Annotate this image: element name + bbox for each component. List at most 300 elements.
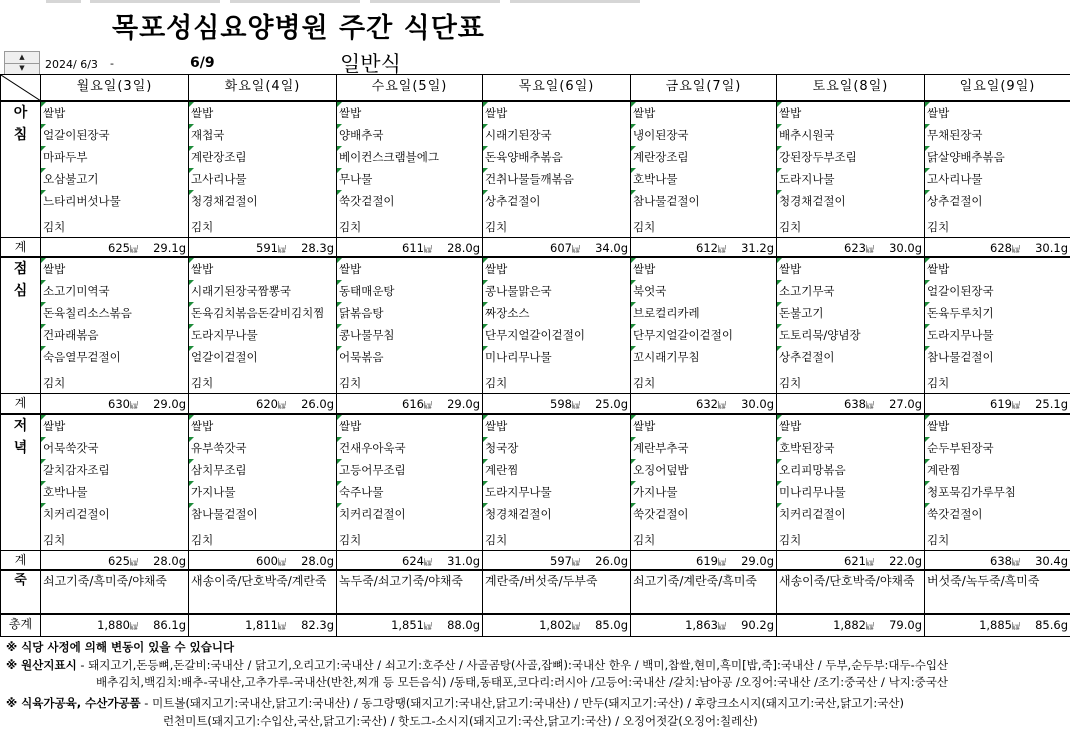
comment-marker-icon — [631, 415, 636, 420]
corner-diagonal-line — [1, 75, 41, 101]
total-protein: 88.0g — [447, 618, 480, 632]
comment-marker-icon — [925, 437, 930, 442]
comment-marker-icon — [41, 280, 46, 285]
menu-item — [777, 190, 924, 212]
menu-item — [189, 525, 336, 550]
menu-item-text: 단무지얼갈이겉절이 — [633, 328, 733, 342]
menu-item — [777, 124, 924, 146]
menu-item — [777, 302, 924, 324]
menu-item — [41, 368, 188, 393]
comment-marker-icon — [41, 481, 46, 486]
protein-value: 28.3g — [301, 240, 334, 255]
menu-item — [925, 437, 1070, 459]
menu-item — [41, 503, 188, 525]
comment-marker-icon — [483, 102, 488, 107]
comment-marker-icon — [631, 280, 636, 285]
kcal-number: 621 — [844, 553, 866, 568]
sum-cell — [631, 550, 777, 570]
porridge-cell[interactable]: 계란죽/버섯죽/두부죽 — [483, 570, 631, 614]
menu-cell[interactable] — [925, 414, 1070, 551]
menu-item — [337, 437, 482, 459]
menu-item — [631, 280, 776, 302]
day-header: 토요일(8일) — [777, 75, 925, 101]
menu-item-text: 쑥갓겉절이 — [633, 506, 689, 521]
comment-marker-icon — [777, 324, 782, 329]
comment-marker-icon — [925, 459, 930, 464]
menu-item-text: 김치 — [779, 219, 802, 234]
protein-value: 31.2g — [741, 240, 774, 255]
kcal-unit: ㎉ — [718, 557, 726, 567]
comment-marker-icon — [189, 503, 194, 508]
comment-marker-icon — [337, 280, 342, 285]
menu-item — [483, 525, 630, 550]
total-kcal — [245, 618, 286, 632]
comment-marker-icon — [483, 459, 488, 464]
menu-item-text: 청경채겉절이 — [191, 193, 258, 208]
comment-marker-icon — [631, 481, 636, 486]
menu-item-text: 쑥갓겉절이 — [339, 193, 395, 208]
menu-item — [41, 146, 188, 168]
menu-item — [337, 258, 482, 280]
menu-item-text: 갈치감자조림 — [43, 462, 110, 477]
menu-cell[interactable] — [777, 101, 925, 238]
sum-label: 계 — [1, 237, 41, 257]
menu-cell[interactable] — [483, 414, 631, 551]
comment-marker-icon — [337, 437, 342, 442]
comment-marker-icon — [41, 437, 46, 442]
menu-item — [41, 525, 188, 550]
kcal-value — [256, 554, 286, 568]
menu-item-text: 쌀밥 — [927, 262, 950, 276]
menu-item — [337, 368, 482, 393]
comment-marker-icon — [41, 168, 46, 173]
sum-cell — [925, 237, 1070, 257]
menu-item-text: 건취나물들깨볶음 — [485, 171, 574, 186]
kcal-value — [108, 554, 138, 568]
meal-label: 저 녁 — [1, 414, 41, 551]
comment-marker-icon — [483, 346, 488, 351]
menu-item-text: 쌀밥 — [485, 105, 508, 120]
menu-item-text: 김치 — [43, 376, 66, 390]
menu-type: 일반식 — [340, 52, 401, 76]
kcal-number: 638 — [990, 553, 1012, 568]
menu-cell[interactable] — [41, 414, 189, 551]
menu-cell[interactable] — [41, 257, 189, 394]
menu-item — [41, 168, 188, 190]
meal-sum-row — [1, 394, 1070, 414]
menu-item-text: 계란장조림 — [191, 149, 247, 164]
menu-item — [483, 481, 630, 503]
menu-item-text: 느타리버섯나물 — [43, 193, 121, 208]
total-protein: 85.0g — [595, 618, 628, 632]
menu-cell[interactable] — [189, 414, 337, 551]
comment-marker-icon — [189, 346, 194, 351]
menu-item-text: 쌀밥 — [779, 262, 802, 276]
porridge-cell[interactable]: 버섯죽/녹두죽/흑미죽 — [925, 570, 1070, 614]
menu-item-text: 김치 — [485, 219, 508, 234]
total-kcal-number: 1,851 — [391, 618, 424, 632]
menu-item-text: 양배추국 — [339, 127, 384, 142]
porridge-cell[interactable]: 녹두죽/쇠고기죽/야채죽 — [337, 570, 483, 614]
kcal-value — [696, 554, 726, 568]
menu-cell[interactable] — [337, 414, 483, 551]
menu-item-text: 가지나물 — [191, 484, 236, 499]
menu-item — [777, 258, 924, 280]
comment-marker-icon — [925, 415, 930, 420]
menu-item — [925, 280, 1070, 302]
menu-item-text: 김치 — [633, 219, 656, 234]
comment-marker-icon — [777, 302, 782, 307]
comment-marker-icon — [777, 280, 782, 285]
menu-item — [189, 346, 336, 368]
meal-row — [1, 414, 1070, 551]
kcal-unit: ㎉ — [424, 557, 432, 567]
total-kcal — [97, 618, 138, 632]
kcal-value — [402, 241, 432, 255]
menu-item-text: 호박된장국 — [779, 440, 835, 455]
kcal-value — [108, 397, 138, 411]
date-spinner[interactable] — [4, 51, 40, 75]
menu-item — [631, 437, 776, 459]
comment-marker-icon — [41, 503, 46, 508]
menu-item — [925, 146, 1070, 168]
comment-marker-icon — [189, 459, 194, 464]
menu-item-text: 쌀밥 — [191, 105, 214, 120]
menu-item — [483, 459, 630, 481]
menu-item-text: 쌀밥 — [339, 262, 362, 276]
date-separator: - — [110, 57, 114, 70]
kcal-number: 598 — [550, 397, 572, 411]
comment-marker-icon — [631, 102, 636, 107]
menu-item — [631, 212, 776, 237]
comment-marker-icon — [631, 168, 636, 173]
protein-value: 30.1g — [1035, 240, 1068, 255]
day-header: 일요일(9일) — [925, 75, 1070, 101]
processed-line-2: 런천미트(돼지고기:수입산,국산,닭고기:국산) / 핫도그-소시지(돼지고기:국산,닭고기:국산) / 오징어젓갈(오징어:칠레산) — [163, 714, 758, 728]
menu-item-text: 계란찜 — [927, 462, 961, 477]
total-cell — [925, 614, 1070, 636]
kcal-value — [844, 397, 874, 411]
total-cell — [777, 614, 925, 636]
kcal-number: 600 — [256, 553, 278, 568]
sum-cell — [337, 394, 483, 414]
menu-item — [483, 302, 630, 324]
comment-marker-icon — [483, 280, 488, 285]
menu-item-text: 동태매운탕 — [339, 284, 395, 298]
menu-item — [925, 525, 1070, 550]
comment-marker-icon — [631, 258, 636, 263]
menu-item-text: 쌀밥 — [43, 105, 66, 120]
kcal-unit: ㎉ — [278, 401, 286, 410]
sum-label: 계 — [1, 394, 41, 414]
meal-row — [1, 101, 1070, 238]
comment-marker-icon — [777, 124, 782, 129]
menu-item — [41, 481, 188, 503]
menu-cell[interactable] — [483, 257, 631, 394]
menu-item-text: 소고기미역국 — [43, 284, 110, 298]
comment-marker-icon — [631, 190, 636, 195]
comment-marker-icon — [925, 258, 930, 263]
menu-item-text: 호박나물 — [633, 171, 678, 186]
total-kcal — [539, 618, 580, 632]
menu-item-text: 쌀밥 — [339, 418, 362, 433]
sum-cell — [483, 394, 631, 414]
menu-cell[interactable] — [631, 414, 777, 551]
menu-item-text: 돈육양배추볶음 — [485, 149, 563, 164]
total-protein: 86.1g — [153, 618, 186, 632]
menu-item — [41, 346, 188, 368]
menu-item-text: 닭살양배추볶음 — [927, 149, 1005, 164]
total-cell — [483, 614, 631, 636]
total-label: 총계 — [1, 614, 41, 636]
menu-item — [631, 459, 776, 481]
kcal-unit: ㎉ — [424, 244, 432, 254]
spinner-up-icon[interactable]: ▲ — [5, 52, 39, 64]
menu-item-text: 돈불고기 — [779, 306, 824, 320]
menu-cell[interactable] — [631, 101, 777, 238]
menu-item-text: 상추겉절이 — [485, 193, 541, 208]
menu-item-text: 삼치무조림 — [191, 462, 247, 477]
menu-item-text: 청경채겉절이 — [485, 506, 552, 521]
menu-item — [189, 280, 336, 302]
menu-item-text: 쌀밥 — [779, 418, 802, 433]
total-kcal-number: 1,885 — [979, 618, 1012, 632]
menu-item-text: 숙주나물 — [339, 484, 384, 499]
comment-marker-icon — [777, 459, 782, 464]
comment-marker-icon — [483, 302, 488, 307]
menu-item — [337, 525, 482, 550]
total-kcal-number: 1,811 — [245, 618, 278, 632]
menu-item — [777, 346, 924, 368]
menu-item-text: 김치 — [779, 532, 802, 547]
menu-item-text: 고등어무조림 — [339, 462, 406, 477]
comment-marker-icon — [337, 346, 342, 351]
comment-marker-icon — [189, 258, 194, 263]
sum-cell — [337, 550, 483, 570]
porridge-cell[interactable]: 새송이죽/단호박죽/야채죽 — [777, 570, 925, 614]
menu-item-text: 김치 — [43, 532, 66, 547]
spinner-down-icon[interactable]: ▼ — [19, 64, 25, 72]
kcal-unit: ㎉ — [130, 401, 138, 410]
menu-item-text: 얼갈이된장국 — [43, 127, 110, 142]
total-kcal-number: 1,880 — [97, 618, 130, 632]
total-protein: 79.0g — [889, 618, 922, 632]
kcal-value — [108, 241, 138, 255]
kcal-unit: ㎉ — [572, 557, 580, 567]
kcal-value — [990, 554, 1020, 568]
comment-marker-icon — [189, 437, 194, 442]
menu-item-text: 돈육두루치기 — [927, 306, 994, 320]
total-cell — [41, 614, 189, 636]
day-header: 화요일(4일) — [189, 75, 337, 101]
menu-item-text: 김치 — [927, 219, 950, 234]
comment-marker-icon — [41, 415, 46, 420]
porridge-cell[interactable]: 쇠고기죽/계란죽/흑미죽 — [631, 570, 777, 614]
menu-item-text: 쌀밥 — [633, 418, 656, 433]
comment-marker-icon — [483, 437, 488, 442]
menu-item-text: 미나리무나물 — [779, 484, 846, 499]
menu-item-text: 건새우아욱국 — [339, 440, 406, 455]
menu-item — [337, 280, 482, 302]
menu-item — [41, 459, 188, 481]
comment-marker-icon — [189, 146, 194, 151]
comment-marker-icon — [777, 437, 782, 442]
menu-item-text: 냉이된장국 — [633, 127, 689, 142]
menu-item — [777, 437, 924, 459]
menu-item — [337, 415, 482, 437]
menu-item — [925, 415, 1070, 437]
menu-item-text: 꼬시래기무침 — [633, 350, 700, 364]
menu-item — [925, 212, 1070, 237]
page-title: 목포성심요양병원 주간 식단표 — [112, 13, 485, 44]
kcal-value — [844, 241, 874, 255]
sum-cell — [925, 394, 1070, 414]
menu-cell[interactable] — [631, 257, 777, 394]
comment-marker-icon — [337, 146, 342, 151]
menu-item — [41, 102, 188, 124]
menu-item — [483, 368, 630, 393]
menu-item — [41, 324, 188, 346]
menu-item — [41, 124, 188, 146]
menu-item-text: 쑥갓겉절이 — [927, 506, 983, 521]
menu-item-text: 쌀밥 — [485, 418, 508, 433]
menu-item — [631, 124, 776, 146]
protein-value: 34.0g — [595, 240, 628, 255]
sum-cell — [631, 394, 777, 414]
menu-cell[interactable] — [41, 101, 189, 238]
menu-item — [631, 258, 776, 280]
menu-item — [777, 212, 924, 237]
protein-value: 28.0g — [153, 553, 186, 568]
menu-cell[interactable] — [925, 257, 1070, 394]
menu-item — [41, 212, 188, 237]
menu-item — [777, 503, 924, 525]
menu-cell[interactable] — [483, 101, 631, 238]
menu-item — [483, 437, 630, 459]
comment-marker-icon — [925, 302, 930, 307]
menu-item — [925, 102, 1070, 124]
comment-marker-icon — [483, 481, 488, 486]
comment-marker-icon — [925, 190, 930, 195]
menu-item — [777, 415, 924, 437]
menu-item-text: 김치 — [485, 532, 508, 547]
comment-marker-icon — [337, 258, 342, 263]
menu-item-text: 김치 — [339, 532, 362, 547]
comment-marker-icon — [925, 280, 930, 285]
menu-item-text: 김치 — [191, 376, 214, 390]
meal-row — [1, 257, 1070, 394]
kcal-number: 628 — [990, 240, 1012, 255]
menu-item — [483, 102, 630, 124]
kcal-value — [550, 397, 580, 411]
menu-cell[interactable] — [337, 257, 483, 394]
menu-item — [631, 525, 776, 550]
menu-cell[interactable] — [925, 101, 1070, 238]
menu-cell[interactable] — [777, 414, 925, 551]
origin-line-1: - 돼지고기,돈등뼈,돈갈비:국내산 / 닭고기,오리고기:국내산 / 쇠고기:호주산 / 사골곰탕(사골,잡뼈):국내산 한우 / 백미,찹쌀,현미,흑미[밥,죽]:국내산 / 두부,순두부:대두-수입산 — [76, 658, 949, 672]
origin-line-2: 배추김치,백김치:배추-국내산,고추가루-국내산(반찬,찌개 등 모든음식) /동태,동태포,코다리:러시아 /고등어:국내산 /갈치:남아공 /오징어:국내산 /조기:중국산 / 낙지:중국산 — [96, 675, 949, 689]
menu-item — [189, 415, 336, 437]
menu-item-text: 무채된장국 — [927, 127, 983, 142]
menu-item — [925, 190, 1070, 212]
menu-item-text: 쌀밥 — [191, 262, 214, 276]
menu-item — [631, 324, 776, 346]
comment-marker-icon — [337, 124, 342, 129]
kcal-number: 612 — [696, 240, 718, 255]
menu-item — [925, 168, 1070, 190]
menu-item-text: 순두부된장국 — [927, 440, 994, 455]
menu-item-text: 얼갈이된장국 — [927, 284, 994, 298]
menu-item-text: 숙음열무겉절이 — [43, 350, 121, 364]
menu-item — [483, 503, 630, 525]
protein-value: 28.0g — [447, 240, 480, 255]
comment-marker-icon — [189, 168, 194, 173]
menu-item — [631, 368, 776, 393]
menu-item — [483, 124, 630, 146]
menu-cell[interactable] — [777, 257, 925, 394]
menu-item-text: 도토리묵/양념장 — [779, 328, 861, 342]
menu-item — [631, 168, 776, 190]
comment-marker-icon — [189, 481, 194, 486]
protein-value: 25.1g — [1035, 397, 1068, 411]
menu-cell[interactable] — [189, 257, 337, 394]
kcal-unit: ㎉ — [572, 401, 580, 410]
comment-marker-icon — [189, 324, 194, 329]
menu-item — [777, 324, 924, 346]
comment-marker-icon — [483, 324, 488, 329]
kcal-unit: ㎉ — [424, 622, 432, 631]
kcal-number: 616 — [402, 397, 424, 411]
menu-cell[interactable] — [189, 101, 337, 238]
comment-marker-icon — [631, 146, 636, 151]
menu-item-text: 건파래볶음 — [43, 328, 99, 342]
menu-item — [189, 146, 336, 168]
menu-item — [189, 124, 336, 146]
protein-value: 26.0g — [595, 553, 628, 568]
menu-item — [631, 346, 776, 368]
kcal-unit: ㎉ — [278, 557, 286, 567]
menu-item-text: 청국장 — [485, 440, 519, 455]
total-kcal — [833, 618, 874, 632]
menu-item — [483, 280, 630, 302]
menu-item — [777, 280, 924, 302]
porridge-cell[interactable]: 쇠고기죽/흑미죽/야채죽 — [41, 570, 189, 614]
menu-item-text: 계란찜 — [485, 462, 519, 477]
menu-cell[interactable] — [337, 101, 483, 238]
kcal-value — [990, 241, 1020, 255]
kcal-unit: ㎉ — [572, 622, 580, 631]
comment-marker-icon — [631, 324, 636, 329]
menu-item-text: 김치 — [927, 376, 950, 390]
total-kcal-number: 1,882 — [833, 618, 866, 632]
comment-marker-icon — [483, 124, 488, 129]
menu-item — [189, 168, 336, 190]
menu-item — [777, 525, 924, 550]
date-from: 2024/ 6/3 — [45, 58, 98, 71]
menu-item — [189, 258, 336, 280]
menu-item-text: 무나물 — [339, 171, 373, 186]
porridge-cell[interactable]: 새송이죽/단호박죽/계란죽 — [189, 570, 337, 614]
menu-item-text: 닭볶음탕 — [339, 306, 384, 320]
menu-item-text: 김치 — [633, 532, 656, 547]
kcal-number: 597 — [550, 553, 572, 568]
menu-item — [925, 324, 1070, 346]
protein-value: 29.1g — [153, 240, 186, 255]
menu-item — [631, 146, 776, 168]
menu-item — [483, 168, 630, 190]
menu-item — [483, 324, 630, 346]
kcal-value — [402, 397, 432, 411]
